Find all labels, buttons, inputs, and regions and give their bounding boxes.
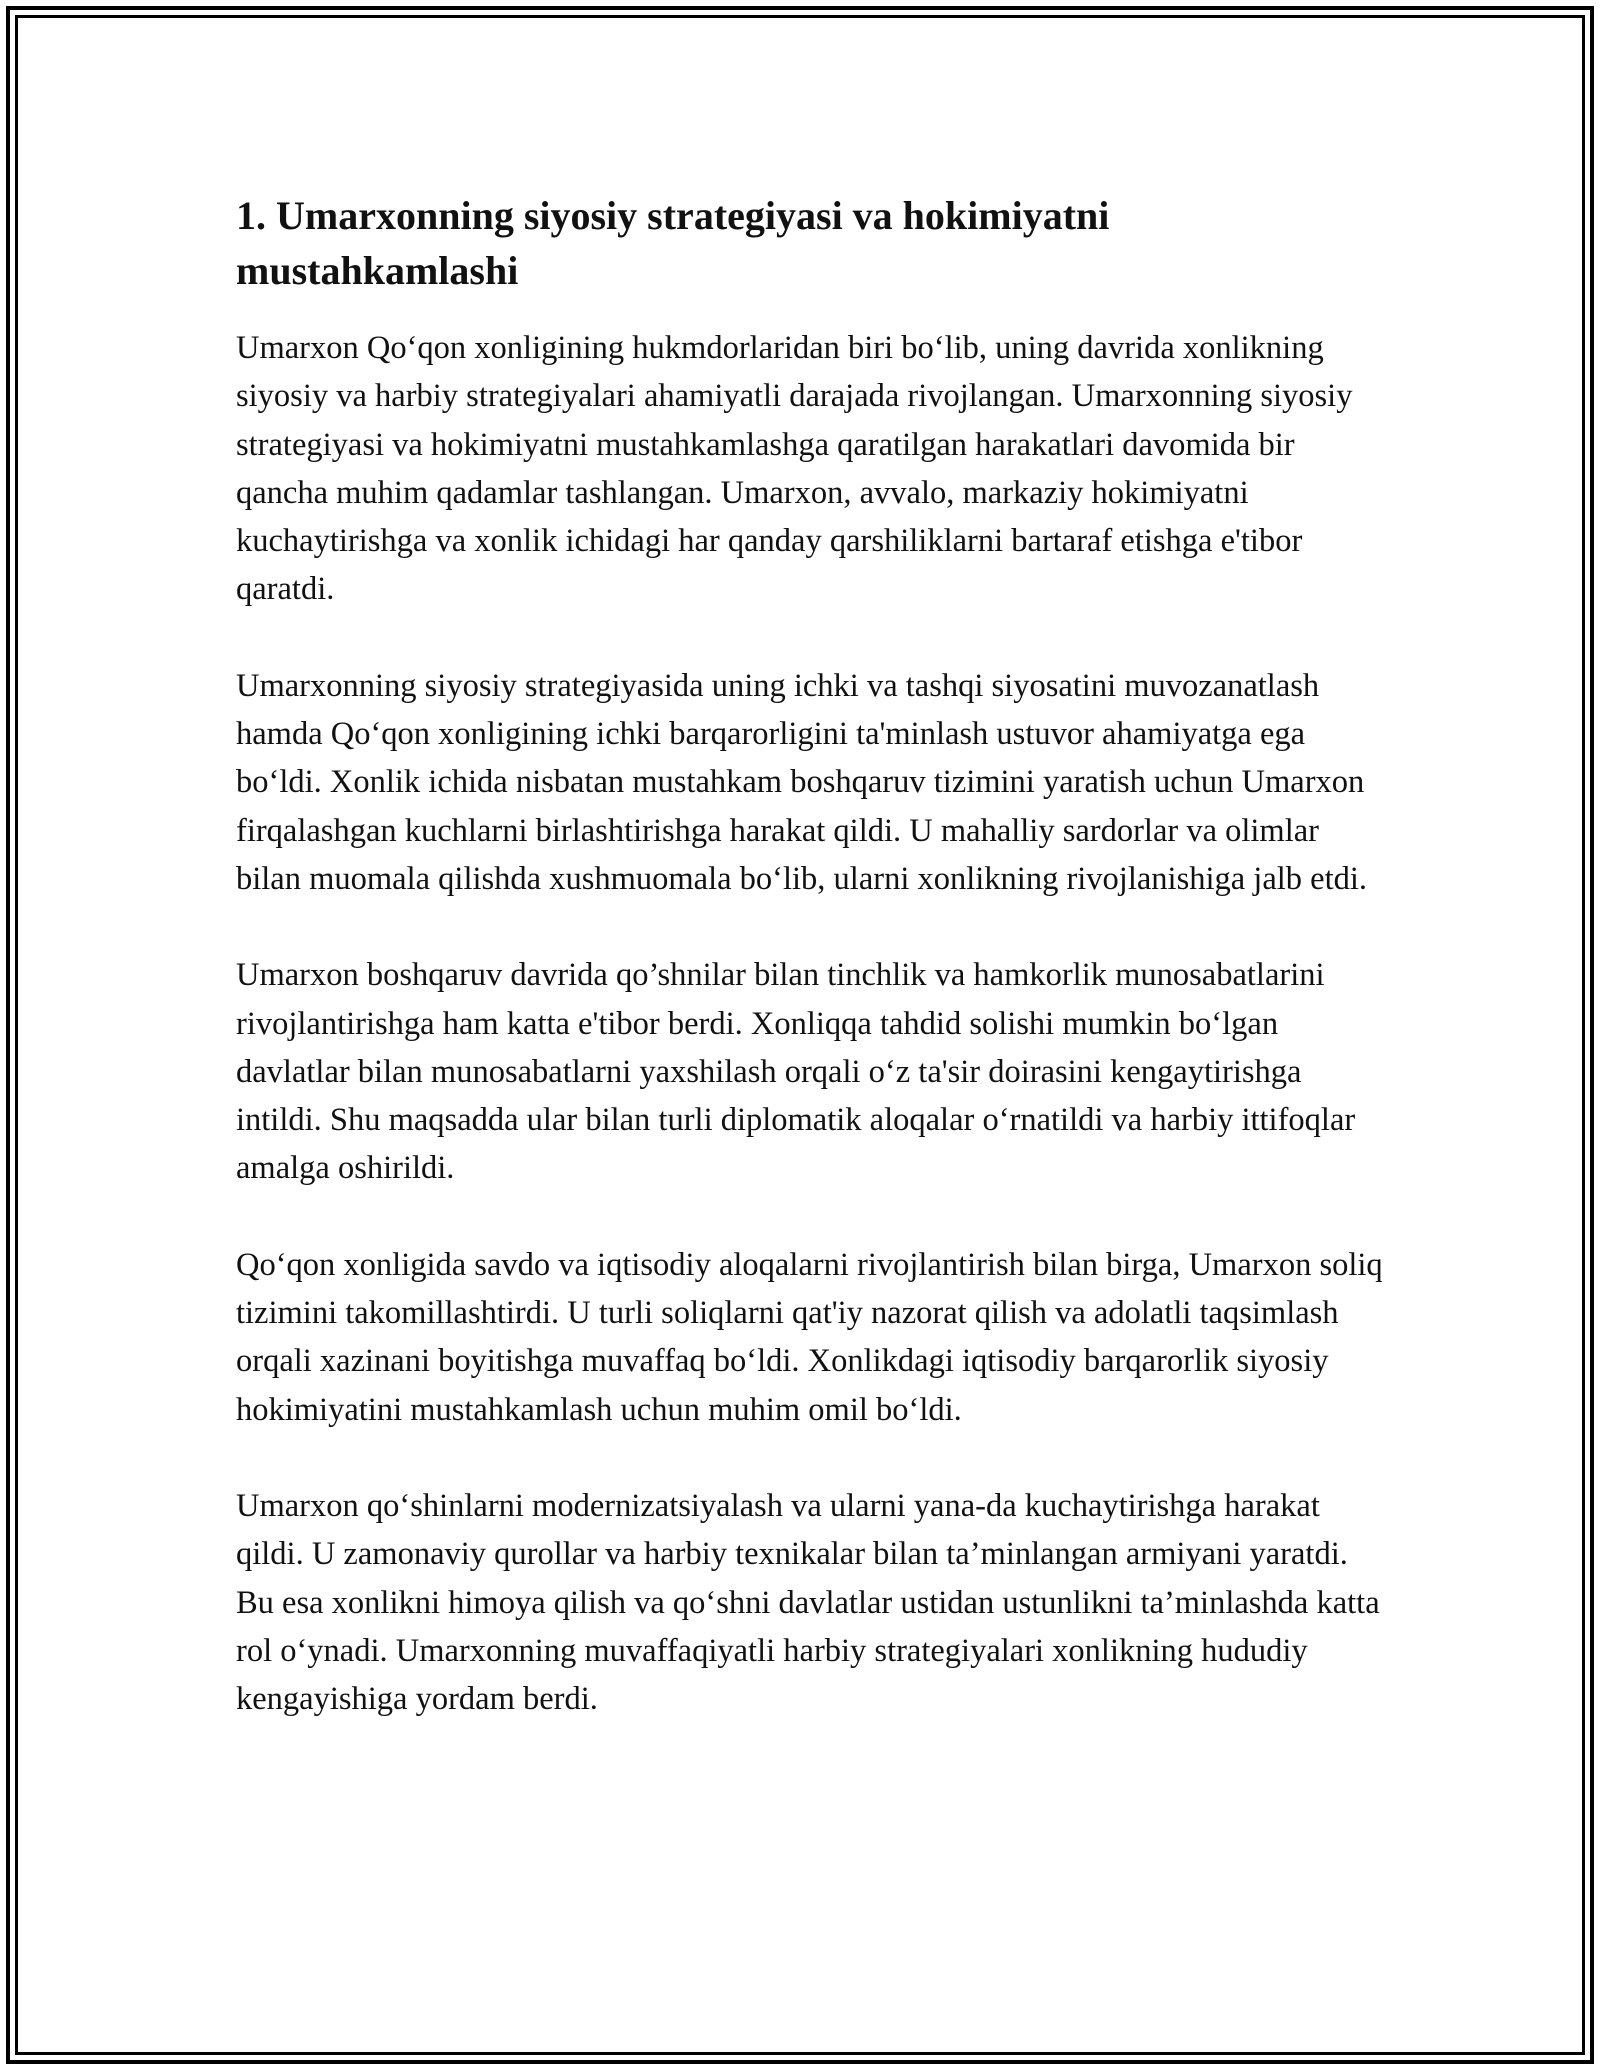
paragraph-5: Umarxon qo‘shinlarni modernizatsiyalash va ularni yana-da kuchaytirishga harakat qildi. U zamonaviy qurollar va harbiy texnikalar bilan ta’minlangan armiyani yaratdi. Bu esa xonlikni himoya qilish va qo‘shni davlatlar ustidan ustunlikni ta’minlashda katta rol o‘ynadi. Umarxonning muvaffaqiyatli harbiy strategiyalari xonlikning hududiy kengayishiga yordam berdi. [236, 1487, 1380, 1718]
paragraph-1: Umarxon Qo‘qon xonligining hukmdorlaridan biri bo‘lib, uning davrida xonlikning siyosiy va harbiy strategiyalari ahamiyatli darajada rivojlangan. Umarxonning siyosiy strategiyasi va hokimiyatni mustahkamlashga qaratilgan harakatlari davomida bir qancha muhim qadamlar tashlangan. Umarxon, avvalo, markaziy hokimiyatni kuchaytirishga va xonlik ichidagi har qanday qarshiliklarni bartaraf etishga e'tibor qaratdi. [236, 330, 1353, 608]
paragraph-4: Qo‘qon xonligida savdo va iqtisodiy aloqalarni rivojlantirish bilan birga, Umarxon soliq tizimini takomillashtirdi. U turli soliqlarni qat'iy nazorat qilish va adolatli taqsimlash orqali xazinani boyitishga muvaffaq bo‘ldi. Xonlikdagi iqtisodiy barqarorlik siyosiy hokimiyatini mustahkamlash uchun muhim omil bo‘ldi. [236, 1246, 1383, 1428]
section-heading: 1. Umarxonning siyosiy strategiyasi va hokimiyatni mustahkamlashi [236, 193, 1110, 293]
paragraph-3: Umarxon boshqaruv davrida qo’shnilar bilan tinchlik va hamkorlik munosabatlarini rivojlantirishga ham katta e'tibor berdi. Xonliqqa tahdid solishi mumkin bo‘lgan davlatlar bilan munosabatlarni yaxshilash orqali o‘z ta'sir doirasini kengaytirishga intildi. Shu maqsadda ular bilan turli diplomatik aloqalar o‘rnatildi va harbiy ittifoqlar amalga oshirildi. [236, 957, 1356, 1187]
paragraph-2: Umarxonning siyosiy strategiyasida uning ichki va tashqi siyosatini muvozanatlash hamda Qo‘qon xonligining ichki barqarorligini ta'minlash ustuvor ahamiyatga ega bo‘ldi. Xonlik ichida nisbatan mustahkam boshqaruv tizimini yaratish uchun Umarxon firqalashgan kuchlarni birlashtirishga harakat qildi. U mahalliy sardorlar va olimlar bilan muomala qilishda xushmuomala bo‘lib, ularni xonlikning rivojlanishiga jalb etdi. [236, 667, 1368, 897]
document-body [236, 188, 1386, 1771]
